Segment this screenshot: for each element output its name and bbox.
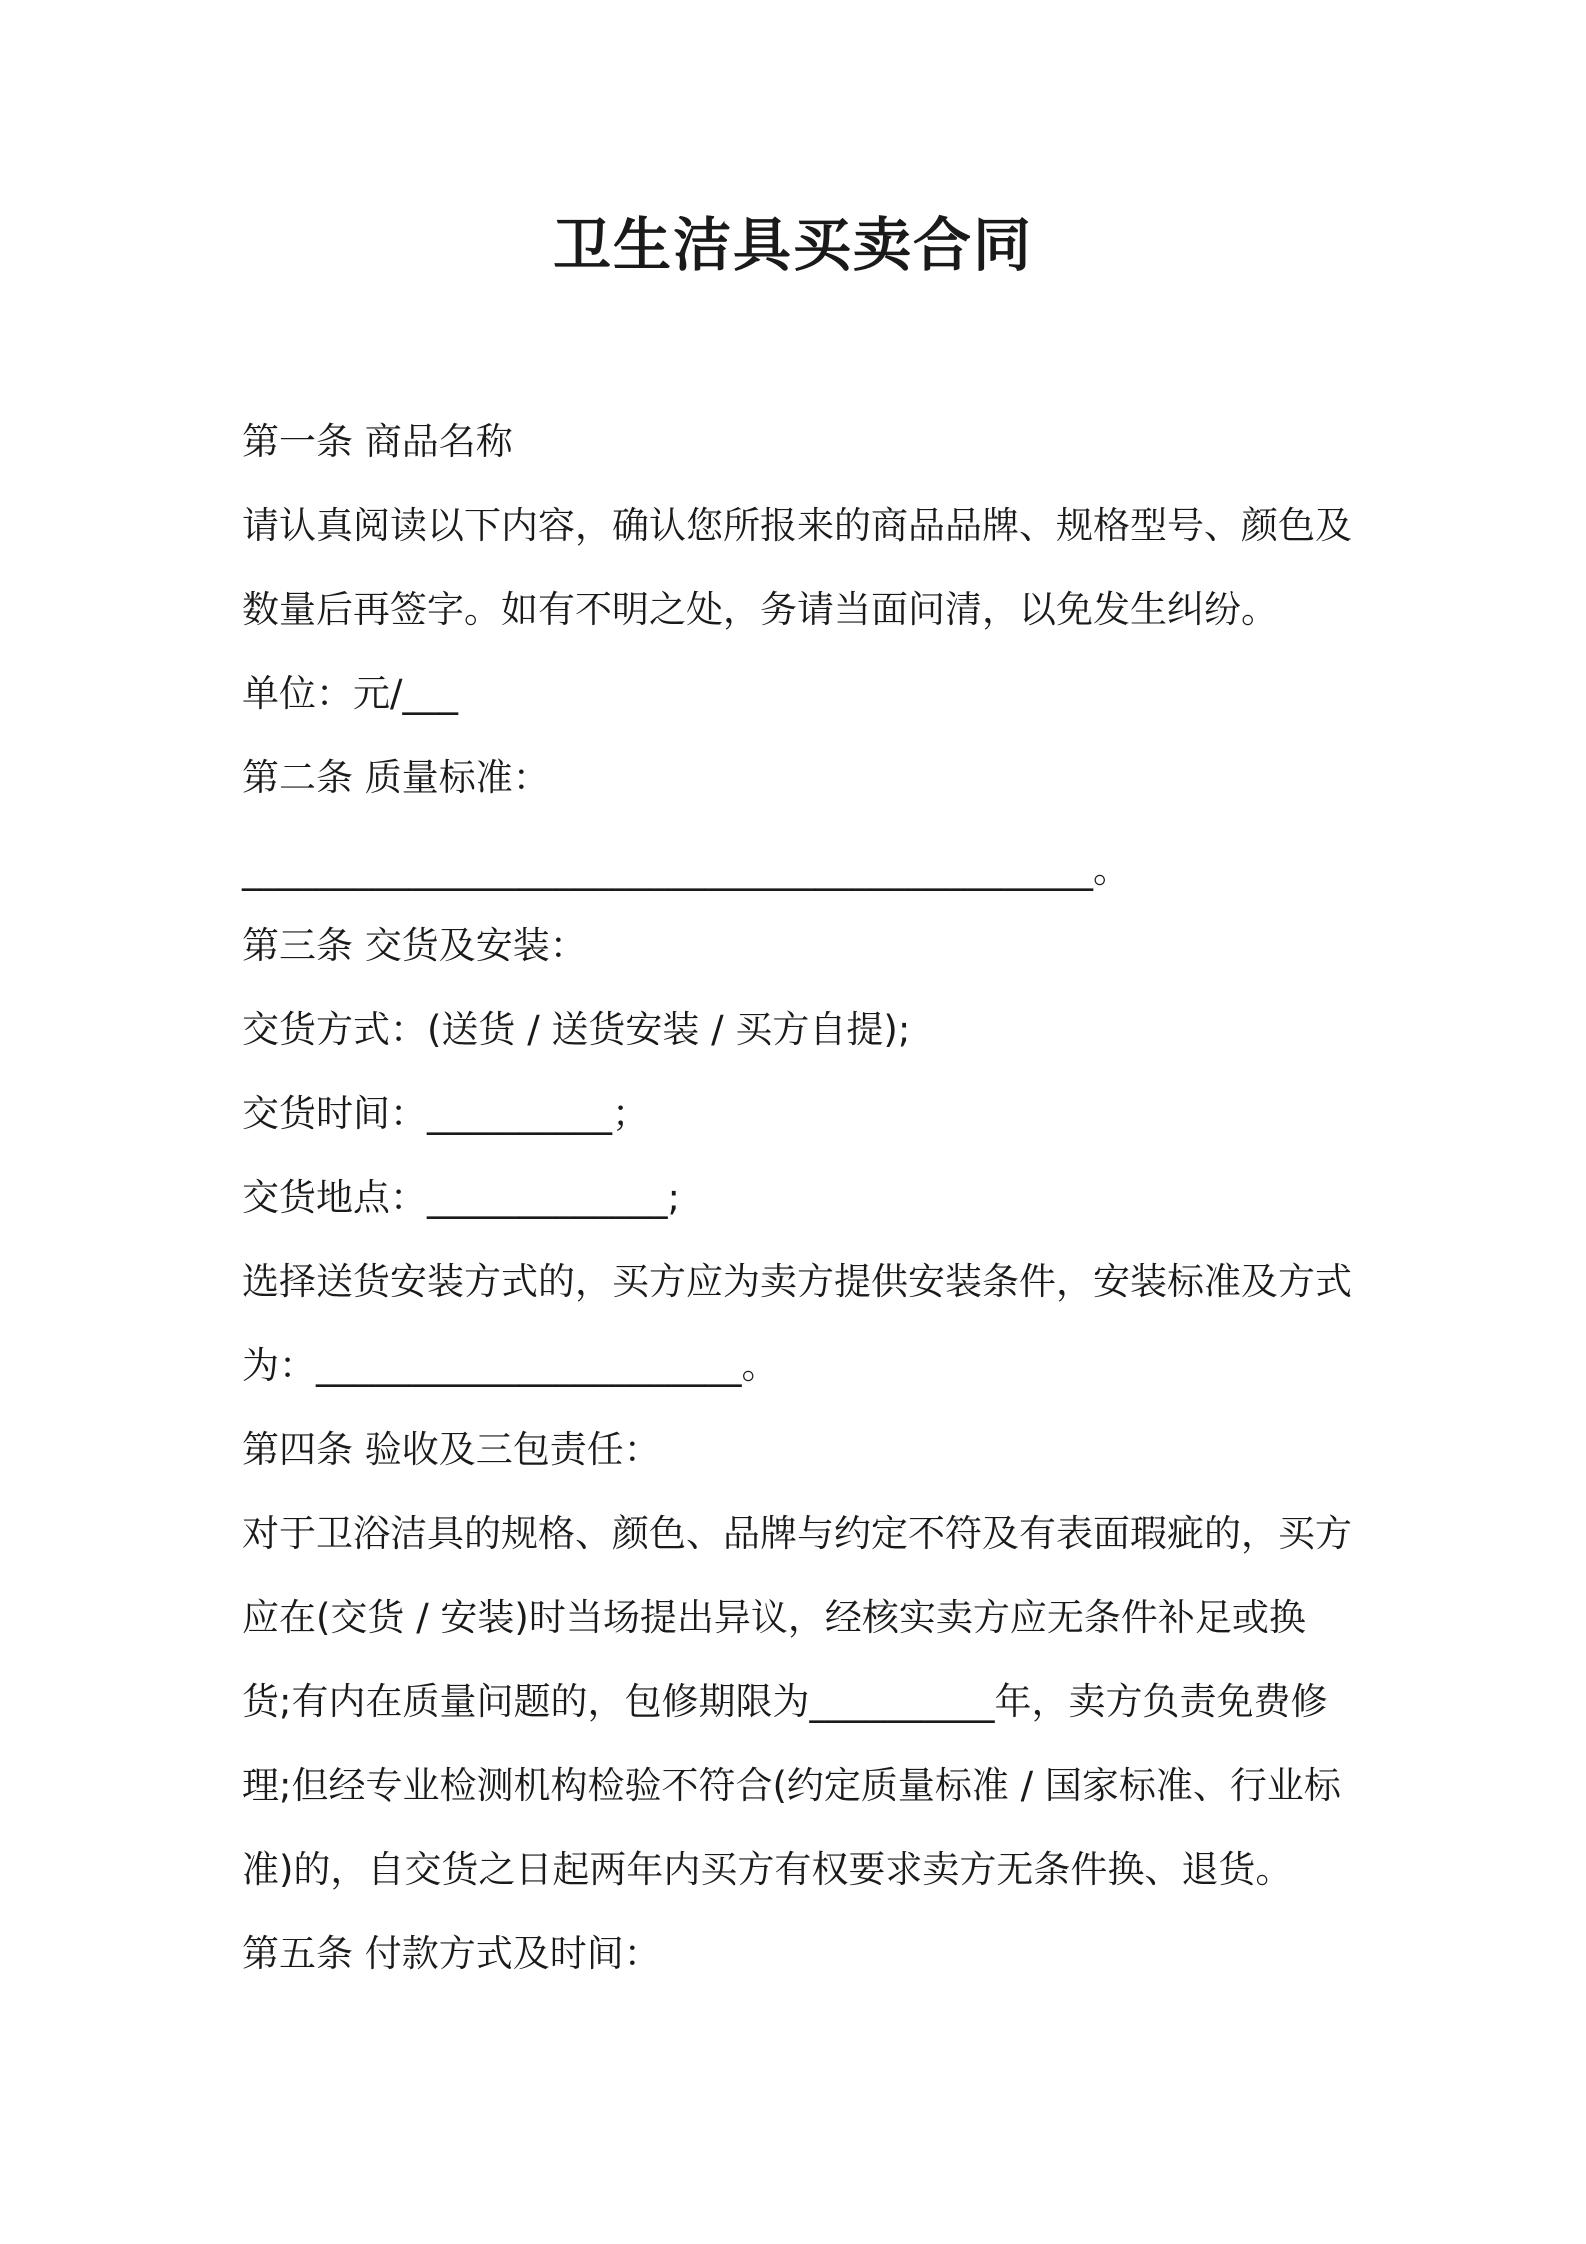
- article-3-heading: 第三条 交货及安装：: [242, 924, 587, 967]
- acceptance-paragraph-line: 应在(交货 / 安装)时当场提出异议，经核实卖方应无条件补足或换: [242, 1596, 1306, 1639]
- acceptance-paragraph-line: 货;有内在质量问题的，包修期限为__________年，卖方负责免费修: [242, 1680, 1328, 1723]
- installation-paragraph-line: 为：_______________________。: [242, 1344, 779, 1387]
- delivery-method-line: 交货方式：(送货 / 送货安装 / 买方自提);: [242, 1008, 911, 1051]
- delivery-place-line: 交货地点：_____________;: [242, 1176, 680, 1219]
- acceptance-paragraph-line: 准)的，自交货之日起两年内买方有权要求卖方无条件换、退货。: [242, 1848, 1293, 1891]
- acceptance-paragraph-line: 理;但经专业检测机构检验不符合(约定质量标准 / 国家标准、行业标: [242, 1764, 1341, 1807]
- article-5-heading: 第五条 付款方式及时间：: [242, 1932, 661, 1975]
- article-2-heading: 第二条 质量标准：: [242, 756, 550, 799]
- quality-standard-blank: ______________________________________________。: [242, 848, 1130, 891]
- document-title: 卫生洁具买卖合同: [552, 211, 1033, 279]
- article-1-paragraph-line: 请认真阅读以下内容，确认您所报来的商品品牌、规格型号、颜色及: [242, 504, 1352, 547]
- article-1-heading: 第一条 商品名称: [242, 420, 513, 463]
- document-body: [242, 400, 1362, 1996]
- delivery-time-line: 交货时间：__________；: [242, 1092, 649, 1135]
- acceptance-paragraph-line: 对于卫浴洁具的规格、颜色、品牌与约定不符及有表面瑕疵的，买方: [242, 1512, 1352, 1555]
- unit-line: 单位：元/___: [242, 672, 458, 715]
- installation-paragraph-line: 选择送货安装方式的，买方应为卖方提供安装条件，安装标准及方式: [242, 1260, 1352, 1303]
- article-1-paragraph-line: 数量后再签字。如有不明之处，务请当面问清，以免发生纠纷。: [242, 588, 1278, 631]
- article-4-heading: 第四条 验收及三包责任：: [242, 1428, 661, 1471]
